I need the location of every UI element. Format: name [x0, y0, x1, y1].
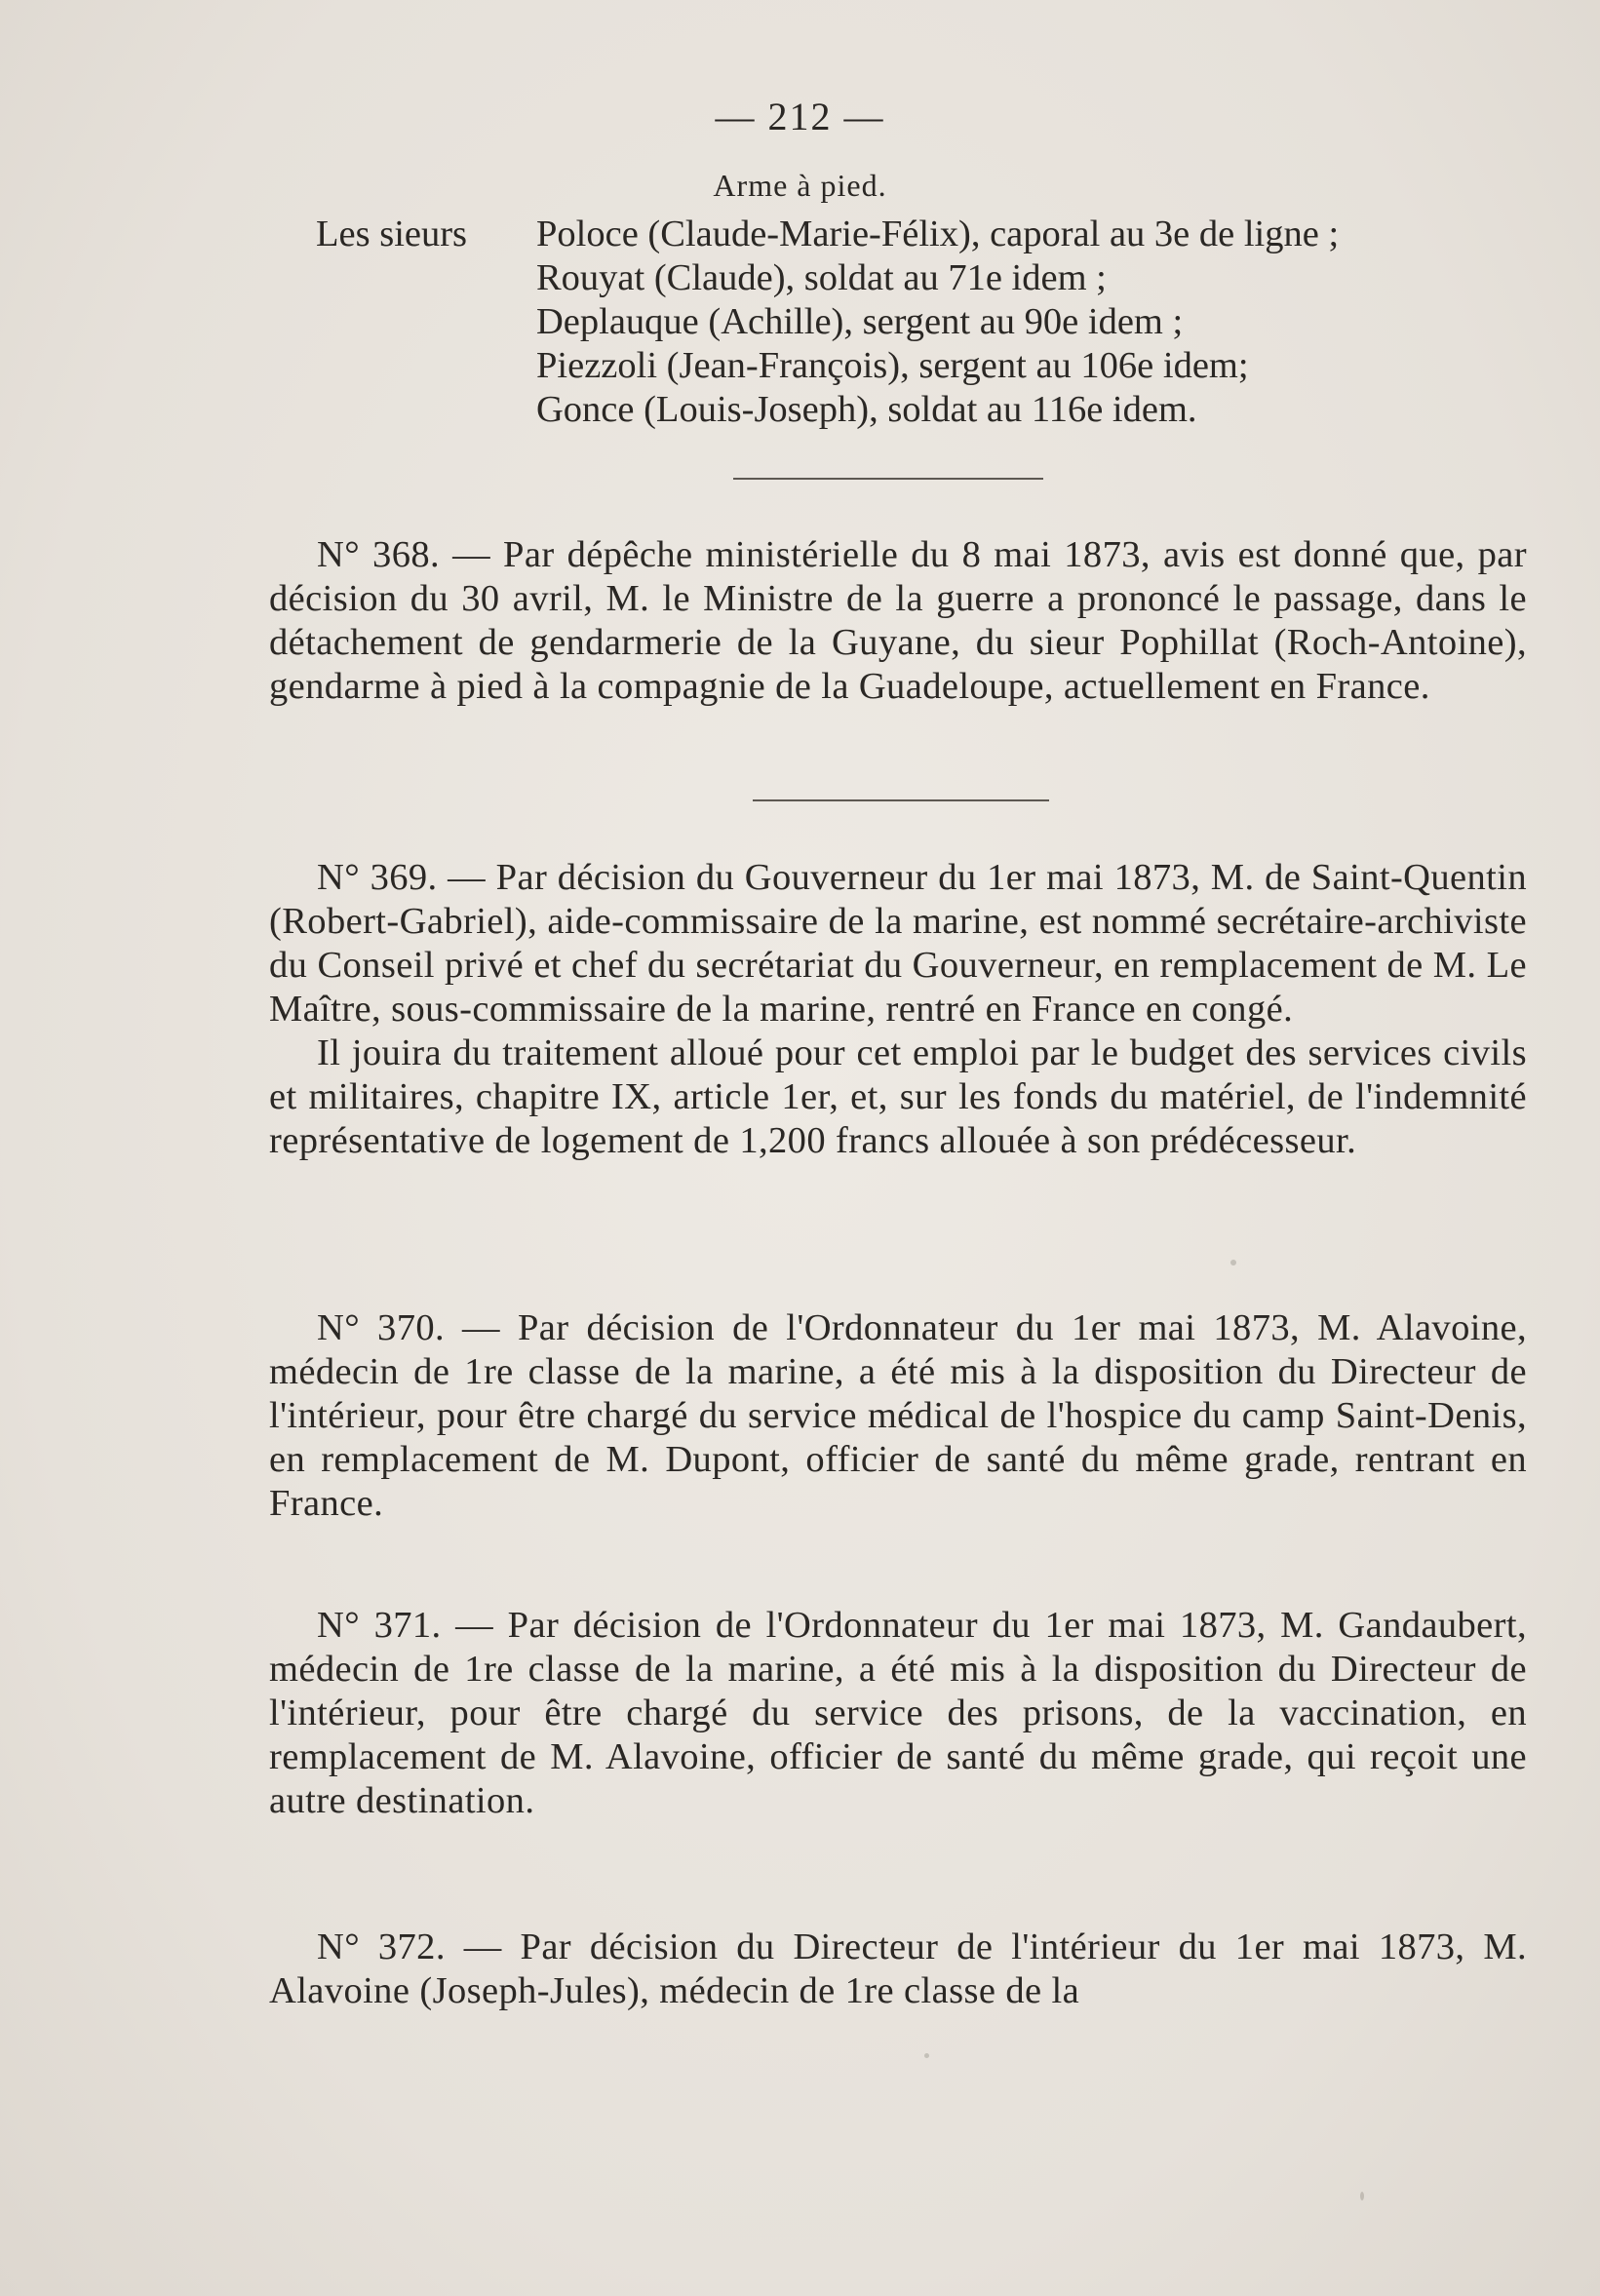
notice-paragraph: N° 370. — Par décision de l'Ordonnateur du 1er mai 1873, M. Alavoine, médecin de 1re classe de la marine, a été mis à la disposition du Directeur de l'intérieur, pour être chargé du service médical de l'hospice du camp Saint-Denis, en remplacement de M. Dupont, officier de santé du même grade, rentrant en France. [269, 1307, 1527, 1524]
page-number: — 212 — [715, 95, 885, 138]
notice-paragraph: N° 372. — Par décision du Directeur de l'intérieur du 1er mai 1873, M. Alavoine (Joseph-Jules), médecin de 1re classe de la [269, 1926, 1527, 2011]
paper-speck [924, 2053, 929, 2058]
notice-370 [269, 1306, 1527, 1526]
list-item [316, 213, 1544, 256]
list-item [316, 388, 1544, 432]
notice-paragraph: N° 371. — Par décision de l'Ordonnateur du 1er mai 1873, M. Gandaubert, médecin de 1re classe de la marine, a été mis à la disposition du Directeur de l'intérieur, pour être chargé du service des prisons, de la vaccination, en remplacement de M. Alavoine, officier de santé du même grade, qui reçoit une autre destination. [269, 1605, 1527, 1821]
list-lead: Les sieurs [316, 214, 468, 254]
appointment-list [316, 213, 1544, 432]
section-divider [733, 478, 1043, 480]
notice-369 [269, 856, 1527, 1163]
notice-368 [269, 533, 1527, 709]
list-item [316, 256, 1544, 300]
notice-paragraph: N° 368. — Par dépêche ministérielle du 8 mai 1873, avis est donné que, par décision du 30 avril, M. le Ministre de la guerre a prononcé le passage, dans le détachement de gendarmerie de la Guyane, du sieur Pophillat (Roch-Antoine), gendarme à pied à la compagnie de la Guadeloupe, actuellement en France. [269, 534, 1527, 707]
list-item [316, 344, 1544, 388]
list-entry: Gonce (Louis-Joseph), soldat au 116e idem. [536, 389, 1197, 430]
paper-speck [1230, 1260, 1236, 1265]
notice-paragraph: Il jouira du traitement alloué pour cet emploi par le budget des services civils et militaires, chapitre IX, article 1er, et, sur les fonds du matériel, de l'indemnité représentative de logement de 1,200 francs allouée à son prédécesseur. [269, 1032, 1527, 1161]
notice-372 [269, 1926, 1527, 2013]
list-entry: Rouyat (Claude), soldat au 71e idem ; [536, 257, 1107, 298]
list-entry: Poloce (Claude-Marie-Félix), caporal au 3e de ligne ; [536, 214, 1340, 254]
list-entry: Deplauque (Achille), sergent au 90e idem ; [536, 301, 1184, 342]
section-divider [753, 799, 1049, 801]
notice-paragraph: N° 369. — Par décision du Gouverneur du 1er mai 1873, M. de Saint-Quentin (Robert-Gabriel), aide-commissaire de la marine, est nommé secrétaire-archiviste du Conseil privé et chef du secrétariat du Gouverneur, en remplacement de M. Le Maître, sous-commissaire de la marine, rentré en France en congé. [269, 857, 1527, 1030]
list-item [316, 300, 1544, 344]
section-heading: Arme à pied. [713, 168, 887, 203]
list-entry: Piezzoli (Jean-François), sergent au 106e idem; [536, 345, 1249, 386]
paper-speck [1360, 2192, 1364, 2200]
notice-371 [269, 1604, 1527, 1823]
